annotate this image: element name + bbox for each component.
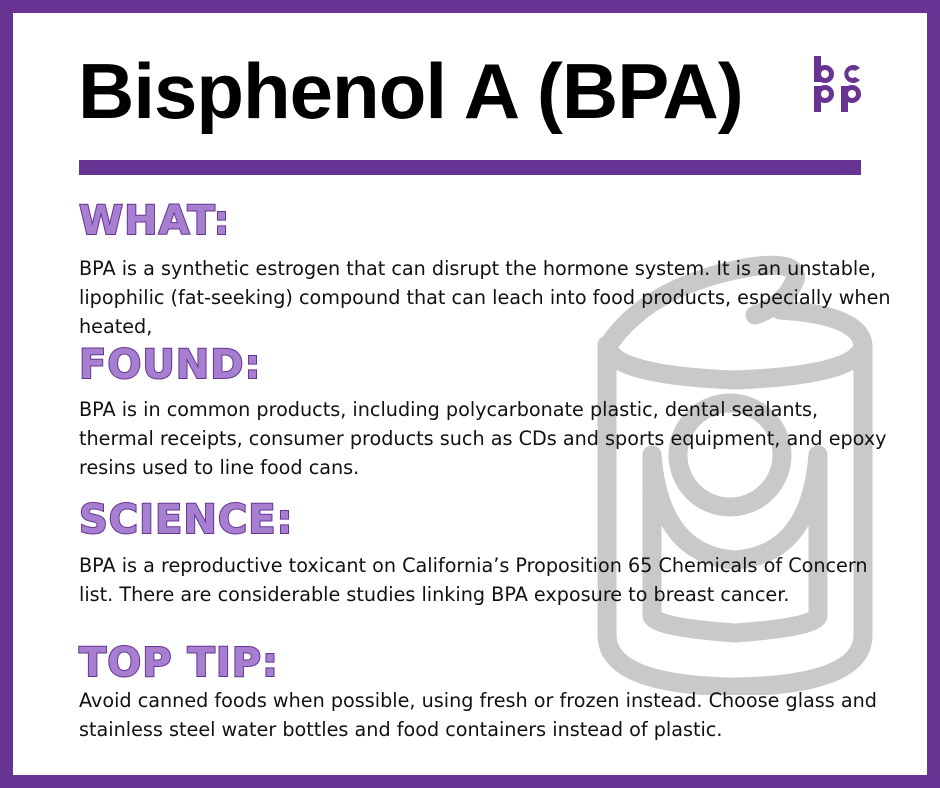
section-body-top-tip: Avoid canned foods when possible, using fresh or frozen instead. Choose glass and stainless steel water bottles and food containers instead of plastic. bbox=[79, 689, 877, 741]
bcpp-logo-icon bbox=[812, 56, 864, 112]
title-divider bbox=[79, 160, 861, 175]
section-body-found: BPA is in common products, including polycarbonate plastic, dental sealants, thermal receipts, consumer products such as CDs and sports equipment, and epoxy resins used to line food cans. bbox=[79, 398, 887, 479]
section-heading-what: WHAT: bbox=[79, 198, 231, 244]
section-heading-top-tip: TOP TIP: bbox=[79, 640, 280, 686]
section-heading-found: FOUND: bbox=[79, 342, 262, 388]
section-heading-science: SCIENCE: bbox=[79, 497, 294, 543]
section-body-science: BPA is a reproductive toxicant on California’s Proposition 65 Chemicals of Concern list. There are considerable studies linking BPA exposure to breast cancer. bbox=[79, 554, 868, 606]
section-body-what: BPA is a synthetic estrogen that can disrupt the hormone system. It is an unstable, lipophilic (fat-seeking) compound that can leach into food products, especially when heated, bbox=[79, 257, 891, 338]
page-title: Bisphenol A (BPA) bbox=[78, 47, 743, 135]
